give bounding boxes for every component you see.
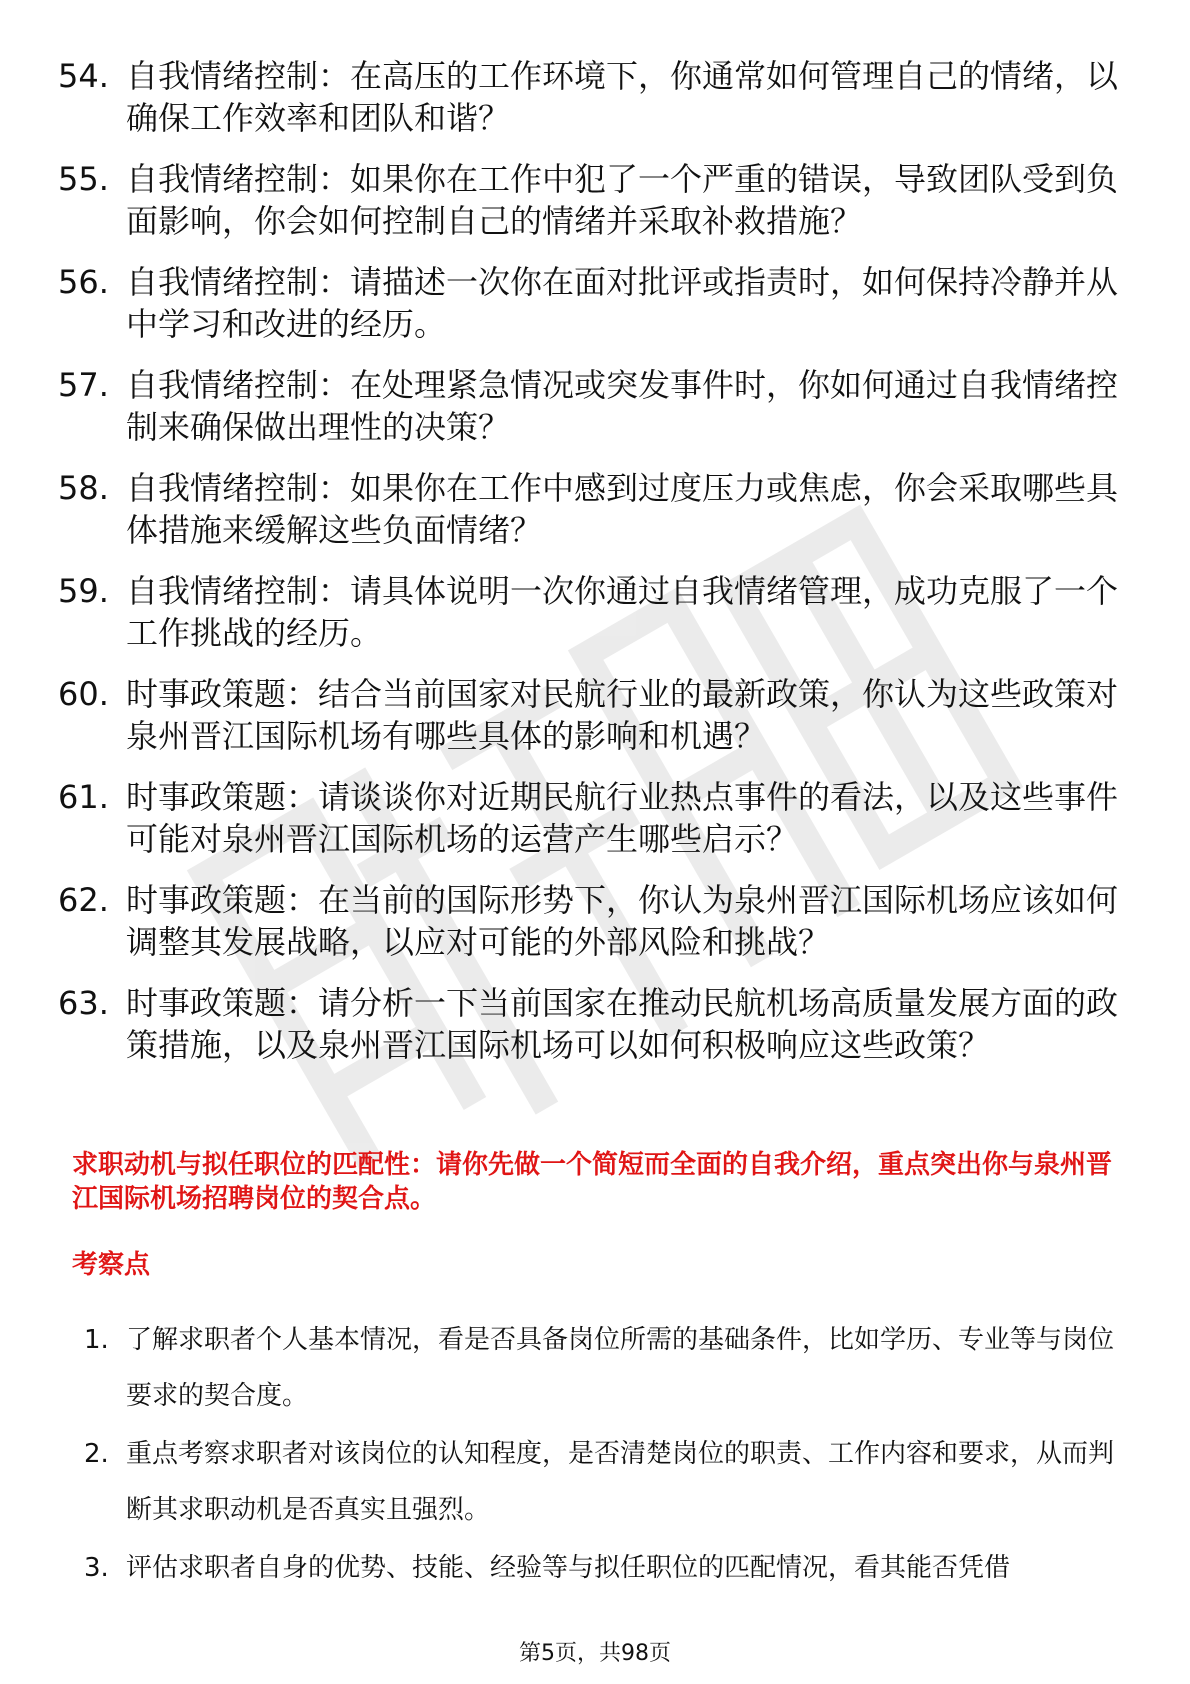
list-item [58,261,1118,345]
point-text: 重点考察求职者对该岗位的认知程度，是否清楚岗位的职责、工作内容和要求，从而判断其求职动机是否真实且强烈。 [126,1439,1115,1525]
question-text: 自我情绪控制：在高压的工作环境下，你通常如何管理自己的情绪，以确保工作效率和团队和谐？ [126,57,1119,137]
question-text: 时事政策题：请分析一下当前国家在推动民航机场高质量发展方面的政策措施，以及泉州晋江国际机场可以如何积极响应这些政策？ [126,984,1119,1064]
focus-question: 求职动机与拟任职位的匹配性：请你先做一个简短而全面的自我介绍，重点突出你与泉州晋江国际机场招聘岗位的契合点。 [72,1150,1113,1214]
point-number: 1. [84,1325,109,1355]
question-number: 63. [58,984,109,1022]
question-number: 62. [58,881,109,919]
page-footer: 第5页，共98页 [519,1641,671,1666]
question-number: 55. [58,160,109,198]
point-number: 3. [84,1553,109,1583]
list-item [58,55,1118,139]
question-number: 59. [58,572,109,610]
question-text: 时事政策题：在当前的国际形势下，你认为泉州晋江国际机场应该如何调整其发展战略，以应对可能的外部风险和挑战？ [126,881,1119,961]
assessment-heading: 考察点 [72,1250,151,1280]
question-number: 58. [58,469,109,507]
question-text: 自我情绪控制：如果你在工作中感到过度压力或焦虑，你会采取哪些具体措施来缓解这些负面情绪？ [126,469,1119,549]
question-number: 61. [58,778,109,816]
list-item [58,776,1118,860]
list-item [58,879,1118,963]
list-item [58,570,1118,654]
question-number: 60. [58,675,109,713]
question-number: 57. [58,366,109,404]
question-text: 自我情绪控制：在处理紧急情况或突发事件时，你如何通过自我情绪控制来确保做出理性的决策？ [126,366,1119,446]
question-text: 自我情绪控制：请描述一次你在面对批评或指责时，如何保持冷静并从中学习和改进的经历。 [126,263,1119,343]
list-item [58,467,1118,551]
list-item [58,673,1118,757]
list-item [58,982,1118,1066]
assessment-points [84,1312,1124,1598]
point-text: 评估求职者自身的优势、技能、经验等与拟任职位的匹配情况，看其能否凭借 [126,1553,1011,1583]
question-text: 时事政策题：请谈谈你对近期民航行业热点事件的看法，以及这些事件可能对泉州晋江国际机场的运营产生哪些启示？ [126,778,1119,858]
list-item [58,158,1118,242]
list-item [58,364,1118,448]
question-text: 自我情绪控制：如果你在工作中犯了一个严重的错误，导致团队受到负面影响，你会如何控制自己的情绪并采取补救措施？ [126,160,1119,240]
list-item [84,1426,1124,1538]
question-number: 54. [58,57,109,95]
question-number: 56. [58,263,109,301]
question-text: 时事政策题：结合当前国家对民航行业的最新政策，你认为这些政策对泉州晋江国际机场有哪些具体的影响和机遇？ [126,675,1119,755]
point-text: 了解求职者个人基本情况，看是否具备岗位所需的基础条件，比如学历、专业等与岗位要求的契合度。 [126,1325,1115,1411]
point-number: 2. [84,1439,109,1469]
list-item [84,1540,1124,1596]
question-list [58,55,1118,1085]
list-item [84,1312,1124,1424]
question-text: 自我情绪控制：请具体说明一次你通过自我情绪管理，成功克服了一个工作挑战的经历。 [126,572,1119,652]
